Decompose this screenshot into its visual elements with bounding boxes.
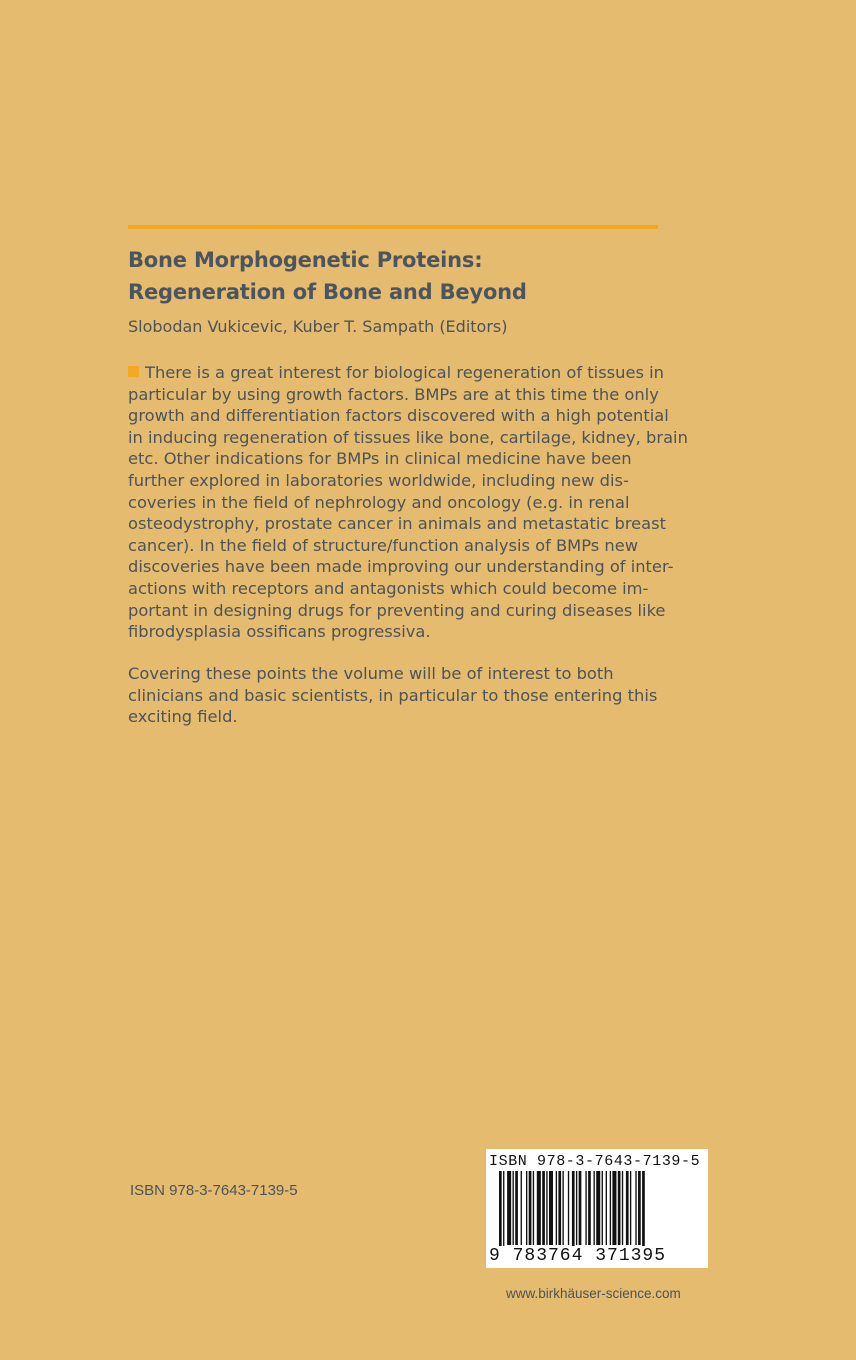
barcode-bar bbox=[638, 1171, 641, 1245]
barcode-bar bbox=[576, 1171, 577, 1245]
barcode-number: 9 783764 371395 bbox=[489, 1246, 705, 1266]
isbn-text: ISBN 978-3-7643-7139-5 bbox=[130, 1182, 298, 1199]
barcode-bar bbox=[618, 1171, 621, 1245]
barcode-isbn-label: ISBN 978-3-7643-7139-5 bbox=[489, 1153, 701, 1170]
barcode-bar bbox=[626, 1171, 629, 1245]
barcode-bar bbox=[588, 1171, 591, 1245]
barcode-bar bbox=[572, 1171, 575, 1253]
barcode-bar bbox=[542, 1171, 545, 1245]
barcode-bar bbox=[513, 1171, 514, 1245]
barcode-bar bbox=[533, 1171, 534, 1245]
book-editors: Slobodan Vukicevic, Kuber T. Sampath (Editors) bbox=[128, 317, 508, 336]
description-line: further explored in laboratories worldwide, including new dis- bbox=[128, 470, 629, 490]
barcode-bar bbox=[562, 1171, 563, 1245]
book-title bbox=[128, 244, 668, 308]
description-line: cancer). In the field of structure/function analysis of BMPs new bbox=[128, 535, 639, 555]
barcode-bar bbox=[568, 1171, 569, 1245]
description-paragraph-1 bbox=[128, 362, 688, 643]
barcode-bar bbox=[610, 1171, 611, 1245]
description-line: exciting field. bbox=[128, 707, 238, 727]
barcode-bar bbox=[642, 1171, 645, 1253]
description-line: portant in designing drugs for preventing and curing diseases like bbox=[128, 600, 666, 620]
barcode-bar bbox=[507, 1171, 511, 1245]
barcode-bar bbox=[503, 1171, 504, 1253]
description-line: coveries in the field of nephrology and oncology (e.g. in renal bbox=[128, 492, 630, 512]
barcode bbox=[486, 1149, 708, 1268]
description-line: Covering these points the volume will be of interest to both bbox=[128, 664, 614, 683]
description-line-text: There is a great interest for biological regeneration of tissues in bbox=[145, 363, 665, 382]
description-line: discoveries have been made improving our understanding of inter- bbox=[128, 557, 674, 577]
book-title-line-1: Bone Morphogenetic Proteins: bbox=[128, 248, 483, 272]
barcode-bar bbox=[546, 1171, 547, 1245]
barcode-bar bbox=[622, 1171, 623, 1245]
barcode-bar bbox=[635, 1171, 636, 1245]
barcode-bar bbox=[594, 1171, 595, 1245]
barcode-bar bbox=[606, 1171, 607, 1245]
top-accent-rule bbox=[128, 225, 658, 229]
book-title-line-2: Regeneration of Bone and Beyond bbox=[128, 280, 527, 304]
barcode-bar bbox=[612, 1171, 616, 1245]
description-line: osteodystrophy, prostate cancer in animals and metastatic breast bbox=[128, 514, 667, 534]
barcode-bars bbox=[499, 1171, 695, 1253]
barcode-bar bbox=[515, 1171, 518, 1245]
barcode-bar bbox=[602, 1171, 603, 1245]
barcode-bar bbox=[529, 1171, 532, 1245]
description-line: in inducing regeneration of tissues like bone, cartilage, kidney, brain bbox=[128, 427, 688, 447]
barcode-bar bbox=[556, 1171, 557, 1245]
description-line: etc. Other indications for BMPs in clinical medicine have been bbox=[128, 449, 632, 469]
description-line: particular by using growth factors. BMPs are at this time the only bbox=[128, 384, 659, 404]
barcode-bar bbox=[499, 1171, 502, 1253]
description-paragraph-2 bbox=[128, 663, 668, 728]
description-line: actions with receptors and antagonists which could become im- bbox=[128, 578, 649, 598]
description-line: fibrodysplasia ossificans progressiva. bbox=[128, 622, 431, 642]
description-line: clinicians and basic scientists, in particular to those entering this bbox=[128, 685, 658, 705]
barcode-bar bbox=[549, 1171, 553, 1245]
description-line: growth and differentiation factors discovered with a high potential bbox=[128, 406, 669, 426]
barcode-bar bbox=[537, 1171, 541, 1245]
description-line bbox=[128, 362, 668, 384]
barcode-bar bbox=[585, 1171, 586, 1245]
barcode-bar bbox=[630, 1171, 631, 1245]
publisher-website: www.birkhäuser-science.com bbox=[506, 1286, 681, 1301]
barcode-bar bbox=[521, 1171, 522, 1245]
barcode-bar bbox=[526, 1171, 527, 1245]
barcode-bar bbox=[596, 1171, 600, 1245]
square-bullet-icon bbox=[128, 366, 139, 377]
barcode-bar bbox=[579, 1171, 582, 1245]
barcode-bar bbox=[558, 1171, 561, 1245]
